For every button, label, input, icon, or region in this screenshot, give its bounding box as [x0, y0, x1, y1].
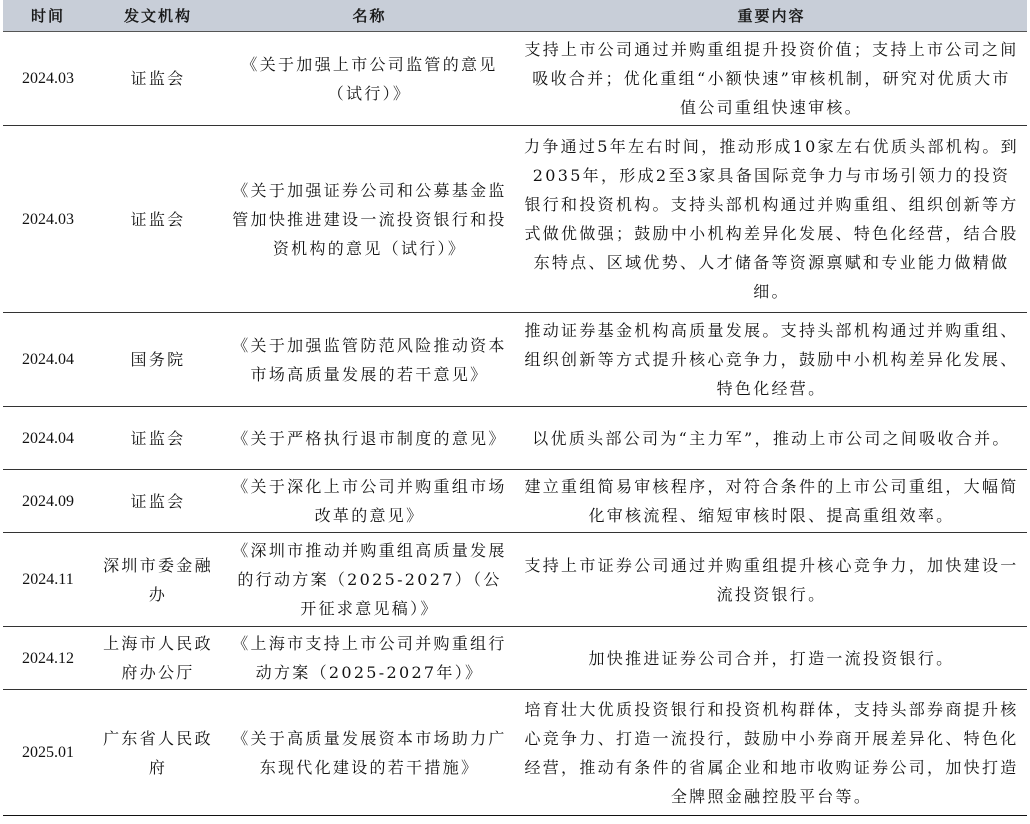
row-agency: 深圳市委金融办	[93, 533, 223, 627]
row-date: 2025.01	[3, 690, 93, 816]
row-title: 《深圳市推动并购重组高质量发展的行动方案（2025-2027）（公开征求意见稿）》	[223, 533, 516, 627]
row-date: 2024.04	[3, 313, 93, 407]
row-title: 《关于高质量发展资本市场助力广东现代化建设的若干措施》	[223, 690, 516, 816]
row-content: 推动证券基金机构高质量发展。支持头部机构通过并购重组、组织创新等方式提升核心竞争力，鼓励中小机构差异化发展、特色化经营。	[516, 313, 1027, 407]
header-agency: 发文机构	[93, 0, 223, 32]
table-row	[3, 470, 1027, 533]
row-title: 《上海市支持上市公司并购重组行动方案（2025-2027年）》	[223, 627, 516, 690]
row-content: 加快推进证券公司合并，打造一流投资银行。	[516, 627, 1027, 690]
table-row	[3, 627, 1027, 690]
row-date: 2024.04	[3, 407, 93, 470]
table-row	[3, 32, 1027, 126]
row-content: 建立重组简易审核程序，对符合条件的上市公司重组，大幅简化审核流程、缩短审核时限、提高重组效率。	[516, 470, 1027, 533]
row-date: 2024.03	[3, 32, 93, 126]
row-content: 以优质头部公司为“主力军”，推动上市公司之间吸收合并。	[516, 407, 1027, 470]
row-title: 《关于加强上市公司监管的意见（试行）》	[223, 32, 516, 126]
row-agency: 证监会	[93, 126, 223, 313]
row-content: 支持上市公司通过并购重组提升投资价值；支持上市公司之间吸收合并；优化重组“小额快速”审核机制，研究对优质大市值公司重组快速审核。	[516, 32, 1027, 126]
row-content: 力争通过5年左右时间，推动形成10家左右优质头部机构。到2035年，形成2至3家具备国际竞争力与市场引领力的投资银行和投资机构。支持头部机构通过并购重组、组织创新等方式做优做强；鼓励中小机构差异化发展、特色化经营，结合股东特点、区域优势、人才储备等资源禀赋和专业能力做精做细。	[516, 126, 1027, 313]
row-date: 2024.03	[3, 126, 93, 313]
row-agency: 上海市人民政府办公厅	[93, 627, 223, 690]
table-row	[3, 313, 1027, 407]
row-date: 2024.12	[3, 627, 93, 690]
row-agency: 证监会	[93, 407, 223, 470]
row-agency: 广东省人民政府	[93, 690, 223, 816]
row-date: 2024.09	[3, 470, 93, 533]
row-title: 《关于深化上市公司并购重组市场改革的意见》	[223, 470, 516, 533]
row-content: 支持上市证券公司通过并购重组提升核心竞争力，加快建设一流投资银行。	[516, 533, 1027, 627]
row-date: 2024.11	[3, 533, 93, 627]
row-agency: 证监会	[93, 470, 223, 533]
row-title: 《关于加强监管防范风险推动资本市场高质量发展的若干意见》	[223, 313, 516, 407]
row-title: 《关于加强证券公司和公募基金监管加快推进建设一流投资银行和投资机构的意见（试行）》	[223, 126, 516, 313]
table-row	[3, 533, 1027, 627]
header-title: 名称	[223, 0, 516, 32]
table-row	[3, 407, 1027, 470]
row-agency: 证监会	[93, 32, 223, 126]
row-title: 《关于严格执行退市制度的意见》	[223, 407, 516, 470]
header-row	[3, 0, 1027, 32]
header-date: 时间	[3, 0, 93, 32]
policy-table	[3, 0, 1027, 816]
table-row	[3, 126, 1027, 313]
header-content: 重要内容	[516, 0, 1027, 32]
row-agency: 国务院	[93, 313, 223, 407]
table-row	[3, 690, 1027, 816]
row-content: 培育壮大优质投资银行和投资机构群体，支持头部券商提升核心竞争力、打造一流投行，鼓励中小券商开展差异化、特色化经营，推动有条件的省属企业和地市收购证券公司，加快打造全牌照金融控股平台等。	[516, 690, 1027, 816]
